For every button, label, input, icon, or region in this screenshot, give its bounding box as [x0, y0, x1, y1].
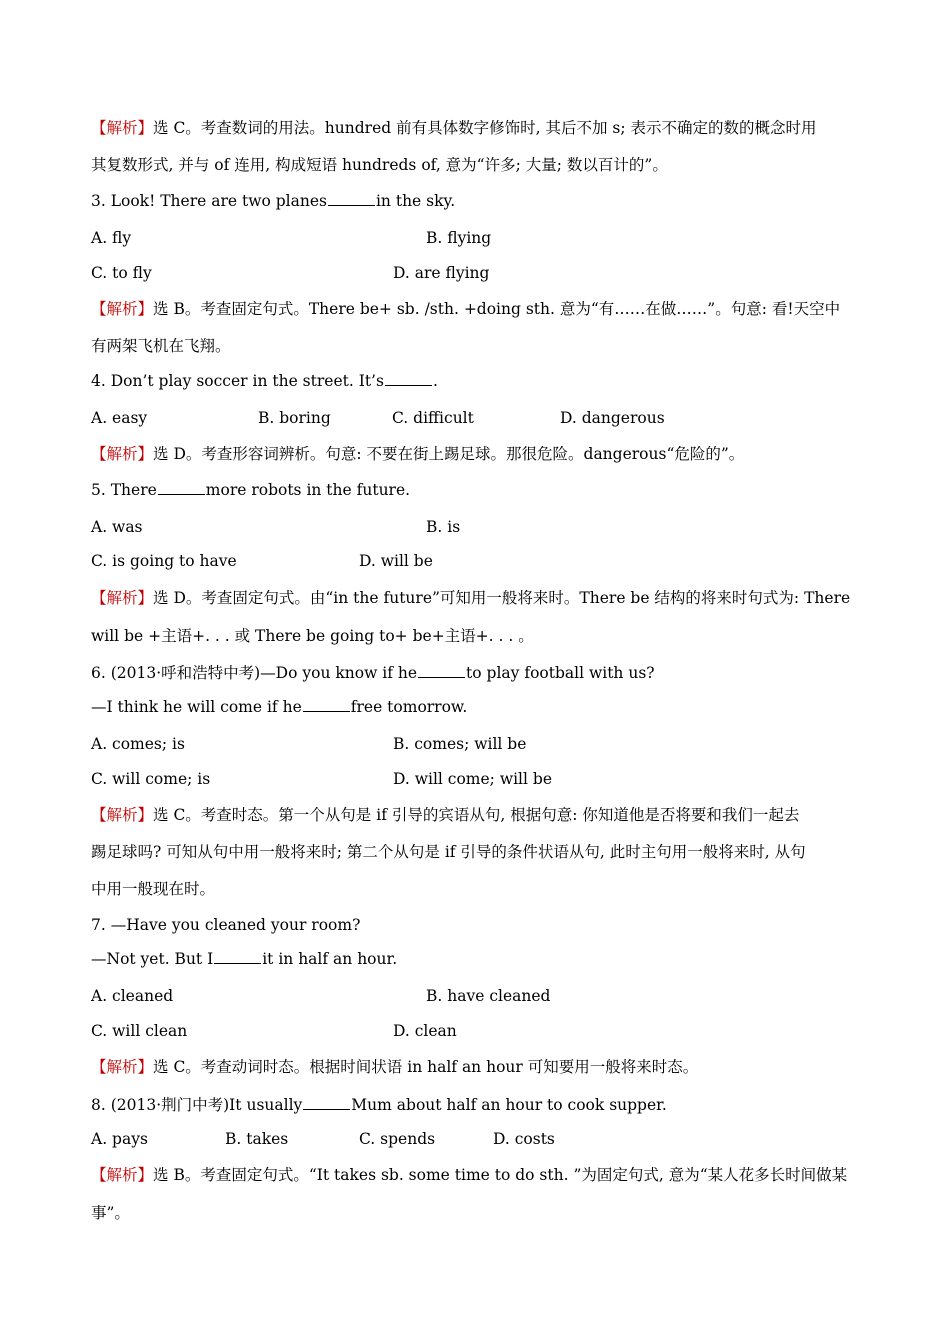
question-7: 7. —Have you cleaned your room? — [91, 916, 361, 934]
explanation-q2-line2: 其复数形式, 并与 of 连用, 构成短语 hundreds of, 意为“许多; 大量; 数以百计的”。 — [91, 156, 668, 174]
question-6-reply: —I think he will come if he free tomorrow. — [91, 698, 468, 716]
q3-option-c: C. to fly — [91, 264, 152, 282]
q7-option-c: C. will clean — [91, 1022, 188, 1040]
q4-option-d: D. dangerous — [560, 409, 665, 427]
question-5: 5. There more robots in the future. — [91, 481, 411, 499]
q8-option-b: B. takes — [225, 1130, 289, 1148]
explanation-q3-line2: 有两架飞机在飞翔。 — [91, 337, 231, 355]
q4-option-a: A. easy — [91, 409, 148, 427]
q6-option-c: C. will come; is — [91, 770, 211, 788]
explanation-q5-line2: will be +主语+. . . 或 There be going to+ be+主语+. . . 。 — [91, 627, 534, 645]
q4-option-c: C. difficult — [392, 409, 474, 427]
explanation-q2-line1: 【解析】选 C。考查数词的用法。hundred 前有具体数字修饰时, 其后不加 s; 表示不确定的数的概念时用 — [91, 119, 817, 137]
q6-option-b: B. comes; will be — [393, 735, 527, 753]
q3-option-a: A. fly — [91, 229, 132, 247]
question-6: 6. (2013·呼和浩特中考)—Do you know if he to play football with us? — [91, 664, 655, 682]
answer-blank — [303, 697, 350, 712]
q3-option-b: B. flying — [426, 229, 492, 247]
q4-option-b: B. boring — [258, 409, 331, 427]
explanation-q5-line1: 【解析】选 D。考查固定句式。由“in the future”可知用一般将来时。There be 结构的将来时句式为: There — [91, 589, 851, 607]
question-3: 3. Look! There are two planes in the sky. — [91, 192, 456, 210]
explanation-q8-line2: 事”。 — [91, 1204, 130, 1222]
q5-option-c: C. is going to have — [91, 552, 237, 570]
explanation-q6-line3: 中用一般现在时。 — [91, 880, 216, 898]
explanation-q7-line1: 【解析】选 C。考查动词时态。根据时间状语 in half an hour 可知要用一般将来时态。 — [91, 1058, 699, 1076]
explanation-q3-line1: 【解析】选 B。考查固定句式。There be+ sb. /sth. +doing sth. 意为“有……在做……”。句意: 看!天空中 — [91, 300, 841, 318]
q5-option-a: A. was — [91, 518, 143, 536]
explanation-q6-line1: 【解析】选 C。考查时态。第一个从句是 if 引导的宾语从句, 根据句意: 你知道他是否将要和我们一起去 — [91, 806, 800, 824]
answer-blank — [328, 191, 375, 206]
explanation-q8-line1: 【解析】选 B。考查固定句式。“It takes sb. some time to do sth. ”为固定句式, 意为“某人花多长时间做某 — [91, 1166, 848, 1184]
answer-blank — [418, 663, 465, 678]
q7-option-d: D. clean — [393, 1022, 457, 1040]
q8-option-a: A. pays — [91, 1130, 148, 1148]
q6-option-d: D. will come; will be — [393, 770, 552, 788]
answer-blank — [385, 371, 432, 386]
q7-option-b: B. have cleaned — [426, 987, 551, 1005]
question-7-reply: —Not yet. But I it in half an hour. — [91, 950, 398, 968]
explanation-tag: 【解析】 — [91, 119, 154, 137]
q8-option-d: D. costs — [493, 1130, 555, 1148]
q8-option-c: C. spends — [359, 1130, 436, 1148]
question-4: 4. Don’t play soccer in the street. It’s . — [91, 372, 438, 390]
answer-blank — [158, 480, 205, 495]
answer-blank — [214, 949, 261, 964]
q3-option-d: D. are flying — [393, 264, 490, 282]
q5-option-d: D. will be — [359, 552, 433, 570]
explanation-q4-line1: 【解析】选 D。考查形容词辨析。句意: 不要在街上踢足球。那很危险。dangerous“危险的”。 — [91, 445, 745, 463]
explanation-q6-line2: 踢足球吗? 可知从句中用一般将来时; 第二个从句是 if 引导的条件状语从句, 此时主句用一般将来时, 从句 — [91, 843, 806, 861]
question-8: 8. (2013·荆门中考)It usually Mum about half an hour to cook supper. — [91, 1096, 667, 1114]
q6-option-a: A. comes; is — [91, 735, 185, 753]
q7-option-a: A. cleaned — [91, 987, 174, 1005]
answer-blank — [303, 1095, 350, 1110]
q5-option-b: B. is — [426, 518, 461, 536]
